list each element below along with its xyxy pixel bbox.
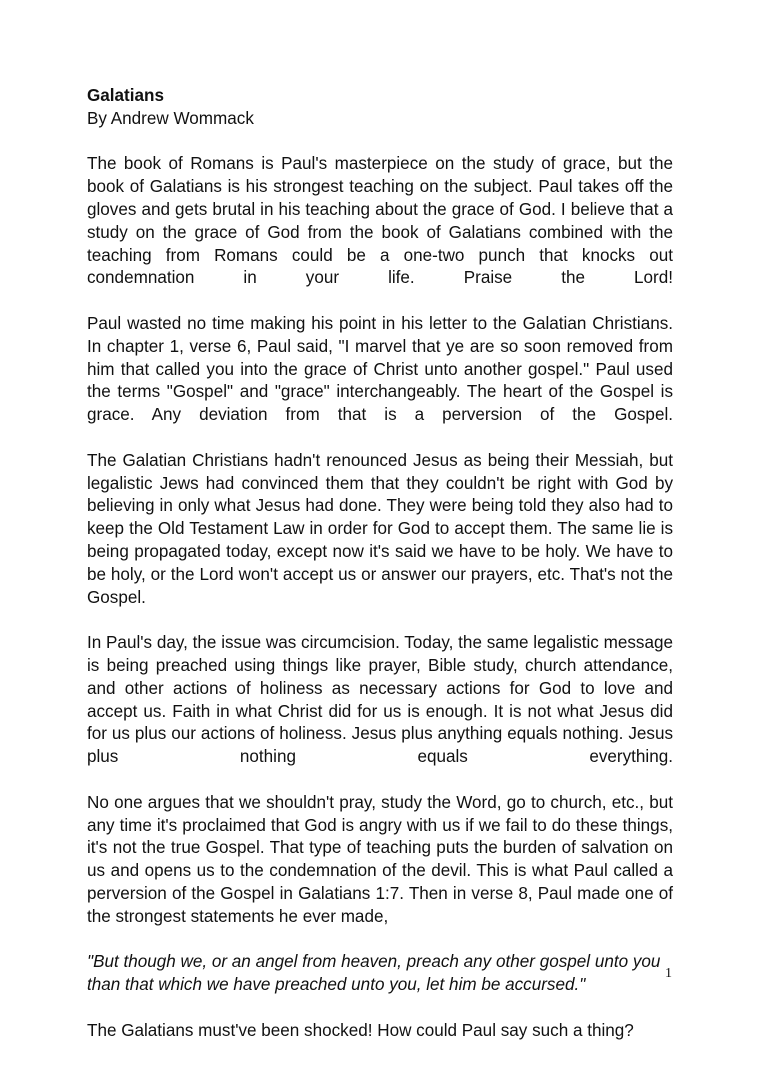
closing-paragraph: The Galatians must've been shocked! How could Paul say such a thing? xyxy=(87,1020,634,1040)
page-number: 1 xyxy=(665,966,672,981)
paragraph: In Paul's day, the issue was circumcision. Today, the same legalistic message is being preached using things like prayer, Bible study, church attendance, and other actions of holiness as necessary actions for God to love and accept us. Faith in what Christ did for us is enough. It is not what Jesus did for us plus our actions of holiness. Jesus plus anything equals nothing. Jesus plus nothing equals everything. xyxy=(87,633,673,767)
scripture-quote: "But though we, or an angel from heaven, preach any other gospel unto you than that which we have preached unto you, let him be accursed." xyxy=(87,952,661,995)
paragraph: The book of Romans is Paul's masterpiece on the study of grace, but the book of Galatians is his strongest teaching on the subject. Paul takes off the gloves and gets brutal in his teaching about the grace of God. I believe that a study on the grace of God from the book of Galatians combined with the teaching from Romans could be a one-two punch that knocks out condemnation in your life. Praise the Lord! xyxy=(87,154,673,288)
document-body xyxy=(87,85,673,1065)
paragraph: Paul wasted no time making his point in his letter to the Galatian Christians. In chapter 1, verse 6, Paul said, "I marvel that ye are so soon removed from him that called you into the grace of Christ unto another gospel." Paul used the terms "Gospel" and "grace" interchangeably. The heart of the Gospel is grace. Any deviation from that is a perversion of the Gospel. xyxy=(87,313,673,425)
document-title: Galatians xyxy=(87,86,164,105)
paragraph: No one argues that we shouldn't pray, study the Word, go to church, etc., but any time it's proclaimed that God is angry with us if we fail to do these things, it's not the true Gospel. That type of teaching puts the burden of salvation on us and opens us to the condemnation of the devil. This is what Paul called a perversion of the Gospel in Galatians 1:7. Then in verse 8, Paul made one of the strongest statements he ever made, xyxy=(87,792,673,926)
document-author: By Andrew Wommack xyxy=(87,108,254,128)
paragraph: The Galatian Christians hadn't renounced Jesus as being their Messiah, but legalistic Jews had convinced them that they couldn't be right with God by believing in only what Jesus had done. They were being told they also had to keep the Old Testament Law in order for God to accept them. The same lie is being propagated today, except now it's said we have to be holy. We have to be holy, or the Lord won't accept us or answer our prayers, etc. That's not the Gospel. xyxy=(87,450,673,607)
